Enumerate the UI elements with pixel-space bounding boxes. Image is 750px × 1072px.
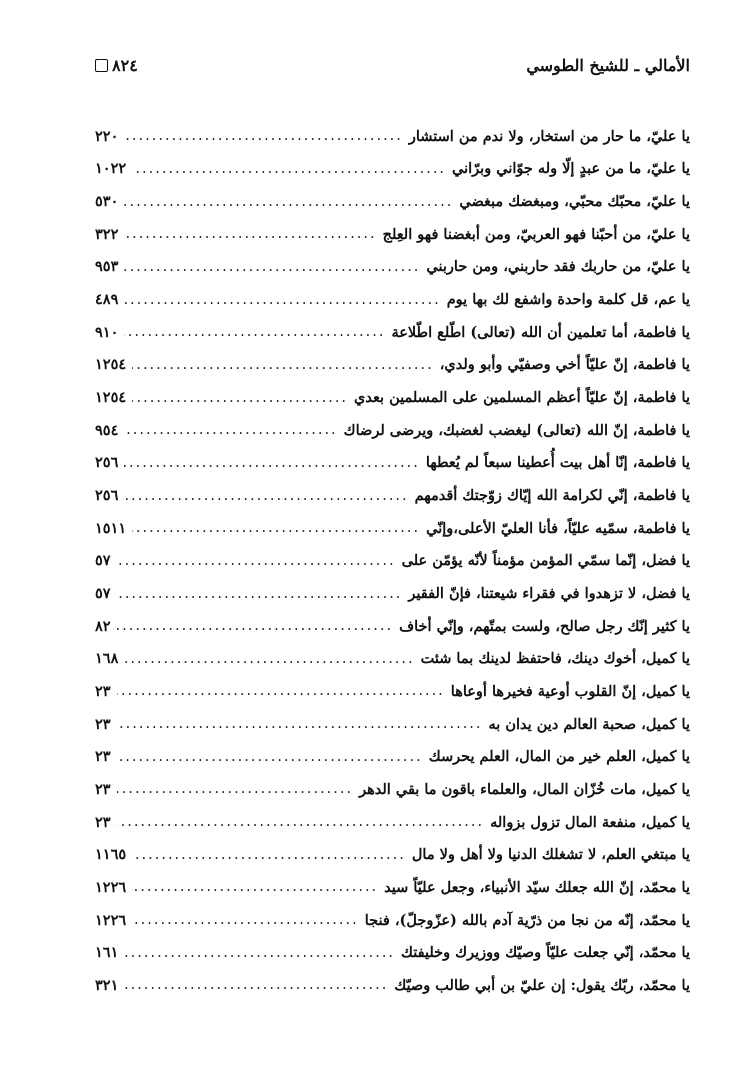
page-number-text: ٨٢٤: [112, 56, 138, 75]
entry-page: ٢٥٦: [95, 454, 119, 472]
dot-leader: [132, 357, 434, 373]
entry-page: ٤٨٩: [95, 291, 119, 309]
entry-text: يا فاطمة، إنّي لكرامة الله إيّاك زوّجتك أقدمهم: [414, 487, 690, 505]
index-entry: [95, 708, 690, 741]
entry-text: يا عليّ، ما حار من استخار، ولا ندم من استشار: [408, 127, 690, 145]
dot-leader: [124, 128, 403, 144]
dot-leader: [117, 716, 483, 732]
square-icon: [95, 59, 108, 72]
dot-leader: [132, 847, 406, 863]
dot-leader: [124, 455, 419, 471]
entry-text: يا محمّد، إنّ الله جعلك سيّد الأنبياء، وجعل عليّاً سيد: [384, 878, 690, 896]
book-title: الأمالي ـ للشيخ الطوسي: [526, 56, 690, 75]
entry-text: يا كثير إنّك رجل صالح، ولست بمتّهم، وإنّي أخاف: [399, 617, 690, 635]
index-entry: [95, 414, 690, 447]
index-entry: [95, 577, 690, 610]
dot-leader: [124, 488, 408, 504]
entry-page: ٢٣: [95, 715, 111, 733]
entry-page: ٣٢٢: [95, 225, 119, 243]
index-entry: [95, 447, 690, 480]
entry-page: ١٠٢٢: [95, 160, 127, 178]
dot-leader: [117, 814, 485, 830]
entry-page: ٨٢: [95, 617, 111, 635]
entry-page: ٢٣: [95, 780, 111, 798]
entry-page: ٥٣٠: [95, 193, 119, 211]
index-entry: [95, 806, 690, 839]
entry-text: يا فضل، إنّما سمّي المؤمن مؤمناً لأنّه يؤمّن على: [401, 552, 690, 570]
dot-leader: [124, 945, 395, 961]
entry-text: يا فاطمة، أما تعلمين أن الله (تعالى) اطّلع اطّلاعة: [391, 323, 690, 341]
entry-text: يا كميل، منفعة المال تزول بزواله: [490, 813, 690, 831]
dot-leader: [124, 324, 385, 340]
entry-text: يا عليّ، من أحبّنا فهو العربيّ، ومن أبغضنا فهو العِلج: [382, 225, 690, 243]
index-entry: [95, 545, 690, 578]
entry-text: يا فاطمة، إنّا أهل بيت أُعطينا سبعاً لم يُعطها: [425, 454, 690, 472]
dot-leader: [132, 879, 378, 895]
entry-page: ٩٥٤: [95, 421, 119, 439]
entry-page: ١١٦٥: [95, 846, 127, 864]
entry-text: يا عم، قل كلمة واحدة واشفع لك بها يوم: [446, 291, 690, 309]
entry-text: يا فاطمة، إنّ عليّاً أخي وصفيّي وأبو ولدي،: [439, 356, 690, 374]
index-entry: [95, 185, 690, 218]
index-entry: [95, 251, 690, 284]
index-entry: [95, 740, 690, 773]
index-list: [95, 120, 690, 1002]
page-header: [95, 56, 690, 84]
dot-leader: [117, 618, 394, 634]
entry-page: ١٢٢٦: [95, 911, 127, 929]
dot-leader: [117, 781, 354, 797]
entry-page: ٢٣: [95, 813, 111, 831]
dot-leader: [132, 161, 446, 177]
entry-text: يا عليّ، من حاربك فقد حاربني، ومن حاربني: [426, 258, 690, 276]
entry-page: ٢٣: [95, 748, 111, 766]
dot-leader: [124, 194, 453, 210]
entry-text: يا عليّ، محبّك محبّي، ومبغضك مبغضي: [459, 193, 690, 211]
entry-text: يا كميل، صحبة العالم دين يدان به: [488, 715, 690, 733]
index-entry: [95, 283, 690, 316]
index-entry: [95, 153, 690, 186]
entry-page: ٩٥٣: [95, 258, 119, 276]
entry-page: ١٢٥٤: [95, 389, 127, 407]
index-entry: [95, 479, 690, 512]
entry-page: ٥٧: [95, 585, 111, 603]
index-entry: [95, 610, 690, 643]
entry-page: ١٥١١: [95, 519, 127, 537]
dot-leader: [117, 586, 403, 602]
dot-leader: [132, 390, 348, 406]
entry-page: ١٢٢٦: [95, 878, 127, 896]
entry-text: يا محمّد، إنّه من نجا من ذرّية آدم بالله (عزّوجلّ)، فنجا: [364, 911, 690, 929]
dot-leader: [132, 912, 359, 928]
index-entry: [95, 773, 690, 806]
index-entry: [95, 381, 690, 414]
entry-text: يا كميل، مات خُزّان المال، والعلماء باقون ما بقي الدهر: [359, 780, 690, 798]
index-entry: [95, 969, 690, 1002]
entry-page: ١٦٨: [95, 650, 119, 668]
index-entry: [95, 512, 690, 545]
entry-text: يا كميل، العلم خير من المال، العلم يحرسك: [428, 748, 690, 766]
entry-text: يا فضل، لا تزهدوا في فقراء شيعتنا، فإنّ الفقير: [408, 585, 690, 603]
entry-text: يا عليّ، ما من عبدٍ إلّا وله جوّاني وبرّاني: [452, 160, 690, 178]
dot-leader: [124, 259, 420, 275]
index-entry: [95, 316, 690, 349]
dot-leader: [132, 520, 420, 536]
index-entry: [95, 643, 690, 676]
entry-page: ٣٢١: [95, 976, 119, 994]
index-entry: [95, 120, 690, 153]
dot-leader: [117, 749, 423, 765]
dot-leader: [117, 683, 445, 699]
entry-page: ٥٧: [95, 552, 111, 570]
dot-leader: [124, 226, 376, 242]
entry-page: ١٦١: [95, 944, 119, 962]
index-entry: [95, 904, 690, 937]
index-entry: [95, 675, 690, 708]
entry-text: يا فاطمة، إنّ الله (تعالى) ليغضب لغضبك، ويرضى لرضاك: [343, 421, 690, 439]
entry-page: ٩١٠: [95, 323, 119, 341]
entry-page: ١٢٥٤: [95, 356, 127, 374]
dot-leader: [124, 292, 440, 308]
entry-page: ٢٣: [95, 682, 111, 700]
entry-page: ٢٢٠: [95, 127, 119, 145]
entry-text: يا مبتغي العلم، لا تشغلك الدنيا ولا أهل ولا مال: [411, 846, 690, 864]
dot-leader: [124, 651, 414, 667]
entry-text: يا كميل، أخوك دينك، فاحتفظ لدينك بما شئت: [420, 650, 690, 668]
entry-text: يا فاطمة، إنّ عليّاً أعظم المسلمين على المسلمين بعدي: [354, 389, 690, 407]
entry-text: يا محمّد، ربّك يقول: إن عليّ بن أبي طالب وصيّك: [394, 976, 690, 994]
index-entry: [95, 936, 690, 969]
index-entry: [95, 349, 690, 382]
entry-text: يا فاطمة، سمّيه عليّاً، فأنا العليّ الأعلى،وإنّي: [426, 519, 690, 537]
dot-leader: [124, 977, 388, 993]
index-entry: [95, 871, 690, 904]
entry-text: يا كميل، إنّ القلوب أوعية فخيرها أوعاها: [450, 682, 690, 700]
dot-leader: [124, 422, 337, 438]
index-entry: [95, 838, 690, 871]
index-entry: [95, 218, 690, 251]
entry-text: يا محمّد، إنّي جعلت عليّاً وصيّك ووزيرك وخليفتك: [401, 944, 690, 962]
page-number: [95, 56, 138, 75]
entry-page: ٢٥٦: [95, 487, 119, 505]
dot-leader: [117, 553, 396, 569]
